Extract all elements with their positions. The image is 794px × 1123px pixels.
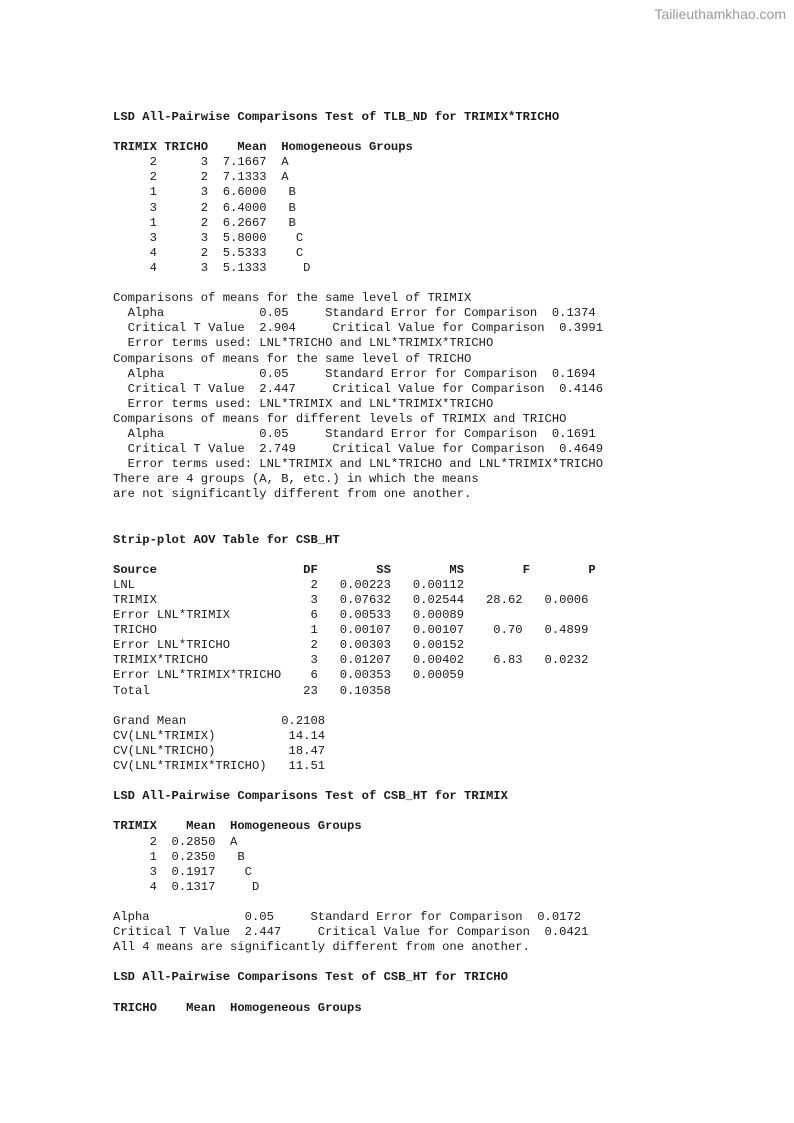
table-row: TRIMIX*TRICHO 3 0.01207 0.00402 6.83 0.0232 — [113, 653, 589, 668]
table-header: Source DF SS MS F P — [113, 562, 596, 577]
document-page — [113, 110, 603, 1016]
table-row: 3 2 6.4000 B — [113, 200, 296, 215]
section-title: LSD All-Pairwise Comparisons Test of CSB_HT for TRIMIX — [113, 789, 508, 804]
note-line: All 4 means are significantly different from one another. — [113, 940, 530, 955]
table-row: TRIMIX 3 0.07632 0.02544 28.62 0.0006 — [113, 593, 589, 607]
stat-line: CV(LNL*TRIMIX*TRICHO) 11.51 — [113, 759, 326, 774]
table-row: 4 3 5.1333 D — [113, 260, 311, 275]
table-row: Error LNL*TRICHO 2 0.00303 0.00152 — [113, 638, 465, 653]
table-row: LNL 2 0.00223 0.00112 — [113, 577, 465, 592]
section-title: LSD All-Pairwise Comparisons Test of TLB_ND for TRIMIX*TRICHO — [113, 110, 560, 124]
table-row: 1 3 6.6000 B — [113, 185, 296, 200]
table-row: 2 3 7.1667 A — [113, 155, 289, 170]
table-header: TRIMIX TRICHO Mean Homogeneous Groups — [113, 140, 413, 155]
table-row: 3 3 5.8000 C — [113, 230, 304, 245]
section-title: Strip-plot AOV Table for CSB_HT — [113, 532, 340, 547]
note-line: Critical T Value 2.447 Critical Value for Comparison 0.4146 — [113, 381, 604, 396]
table-row: 1 2 6.2667 B — [113, 215, 296, 230]
note-line: are not significantly different from one another. — [113, 487, 472, 502]
table-row: 2 2 7.1333 A — [113, 170, 289, 185]
table-row: 4 0.1317 D — [113, 879, 260, 894]
note-line: Error terms used: LNL*TRIMIX and LNL*TRIMIX*TRICHO — [113, 396, 494, 411]
table-row: 3 0.1917 C — [113, 864, 252, 879]
table-row: 1 0.2350 B — [113, 849, 245, 864]
note-line: There are 4 groups (A, B, etc.) in which the means — [113, 472, 479, 487]
note-line: Error terms used: LNL*TRIMIX and LNL*TRICHO and LNL*TRIMIX*TRICHO — [113, 457, 604, 472]
note-line: Alpha 0.05 Standard Error for Comparison 0.1374 — [113, 306, 596, 321]
section-title: LSD All-Pairwise Comparisons Test of CSB_HT for TRICHO — [113, 970, 508, 985]
note-line: Critical T Value 2.447 Critical Value for Comparison 0.0421 — [113, 925, 589, 940]
note-line: Error terms used: LNL*TRICHO and LNL*TRIMIX*TRICHO — [113, 336, 494, 351]
table-header: TRICHO Mean Homogeneous Groups — [113, 1000, 362, 1015]
note-line: Alpha 0.05 Standard Error for Comparison 0.1691 — [113, 426, 596, 441]
note-line: Comparisons of means for the same level of TRIMIX — [113, 291, 472, 306]
stat-line: CV(LNL*TRIMIX) 14.14 — [113, 728, 326, 743]
note-line: Alpha 0.05 Standard Error for Comparison 0.1694 — [113, 366, 596, 381]
table-row: TRICHO 1 0.00107 0.00107 0.70 0.4899 — [113, 623, 589, 638]
stat-line: CV(LNL*TRICHO) 18.47 — [113, 743, 326, 758]
note-line: Critical T Value 2.749 Critical Value for Comparison 0.4649 — [113, 442, 604, 457]
table-row: Error LNL*TRIMIX 6 0.00533 0.00089 — [113, 608, 465, 623]
table-row: Error LNL*TRIMIX*TRICHO 6 0.00353 0.00059 — [113, 668, 465, 683]
note-line: Comparisons of means for different levels of TRIMIX and TRICHO — [113, 411, 567, 426]
watermark-text: Tailieuthamkhao.com — [654, 6, 786, 22]
table-row: 4 2 5.5333 C — [113, 245, 304, 260]
table-header: TRIMIX Mean Homogeneous Groups — [113, 819, 362, 834]
stat-line: Grand Mean 0.2108 — [113, 713, 326, 728]
note-line: Critical T Value 2.904 Critical Value for Comparison 0.3991 — [113, 321, 604, 336]
note-line: Alpha 0.05 Standard Error for Comparison 0.0172 — [113, 909, 582, 924]
table-row: 2 0.2850 A — [113, 834, 238, 849]
table-row: Total 23 0.10358 — [113, 683, 391, 698]
note-line: Comparisons of means for the same level of TRICHO — [113, 351, 472, 366]
